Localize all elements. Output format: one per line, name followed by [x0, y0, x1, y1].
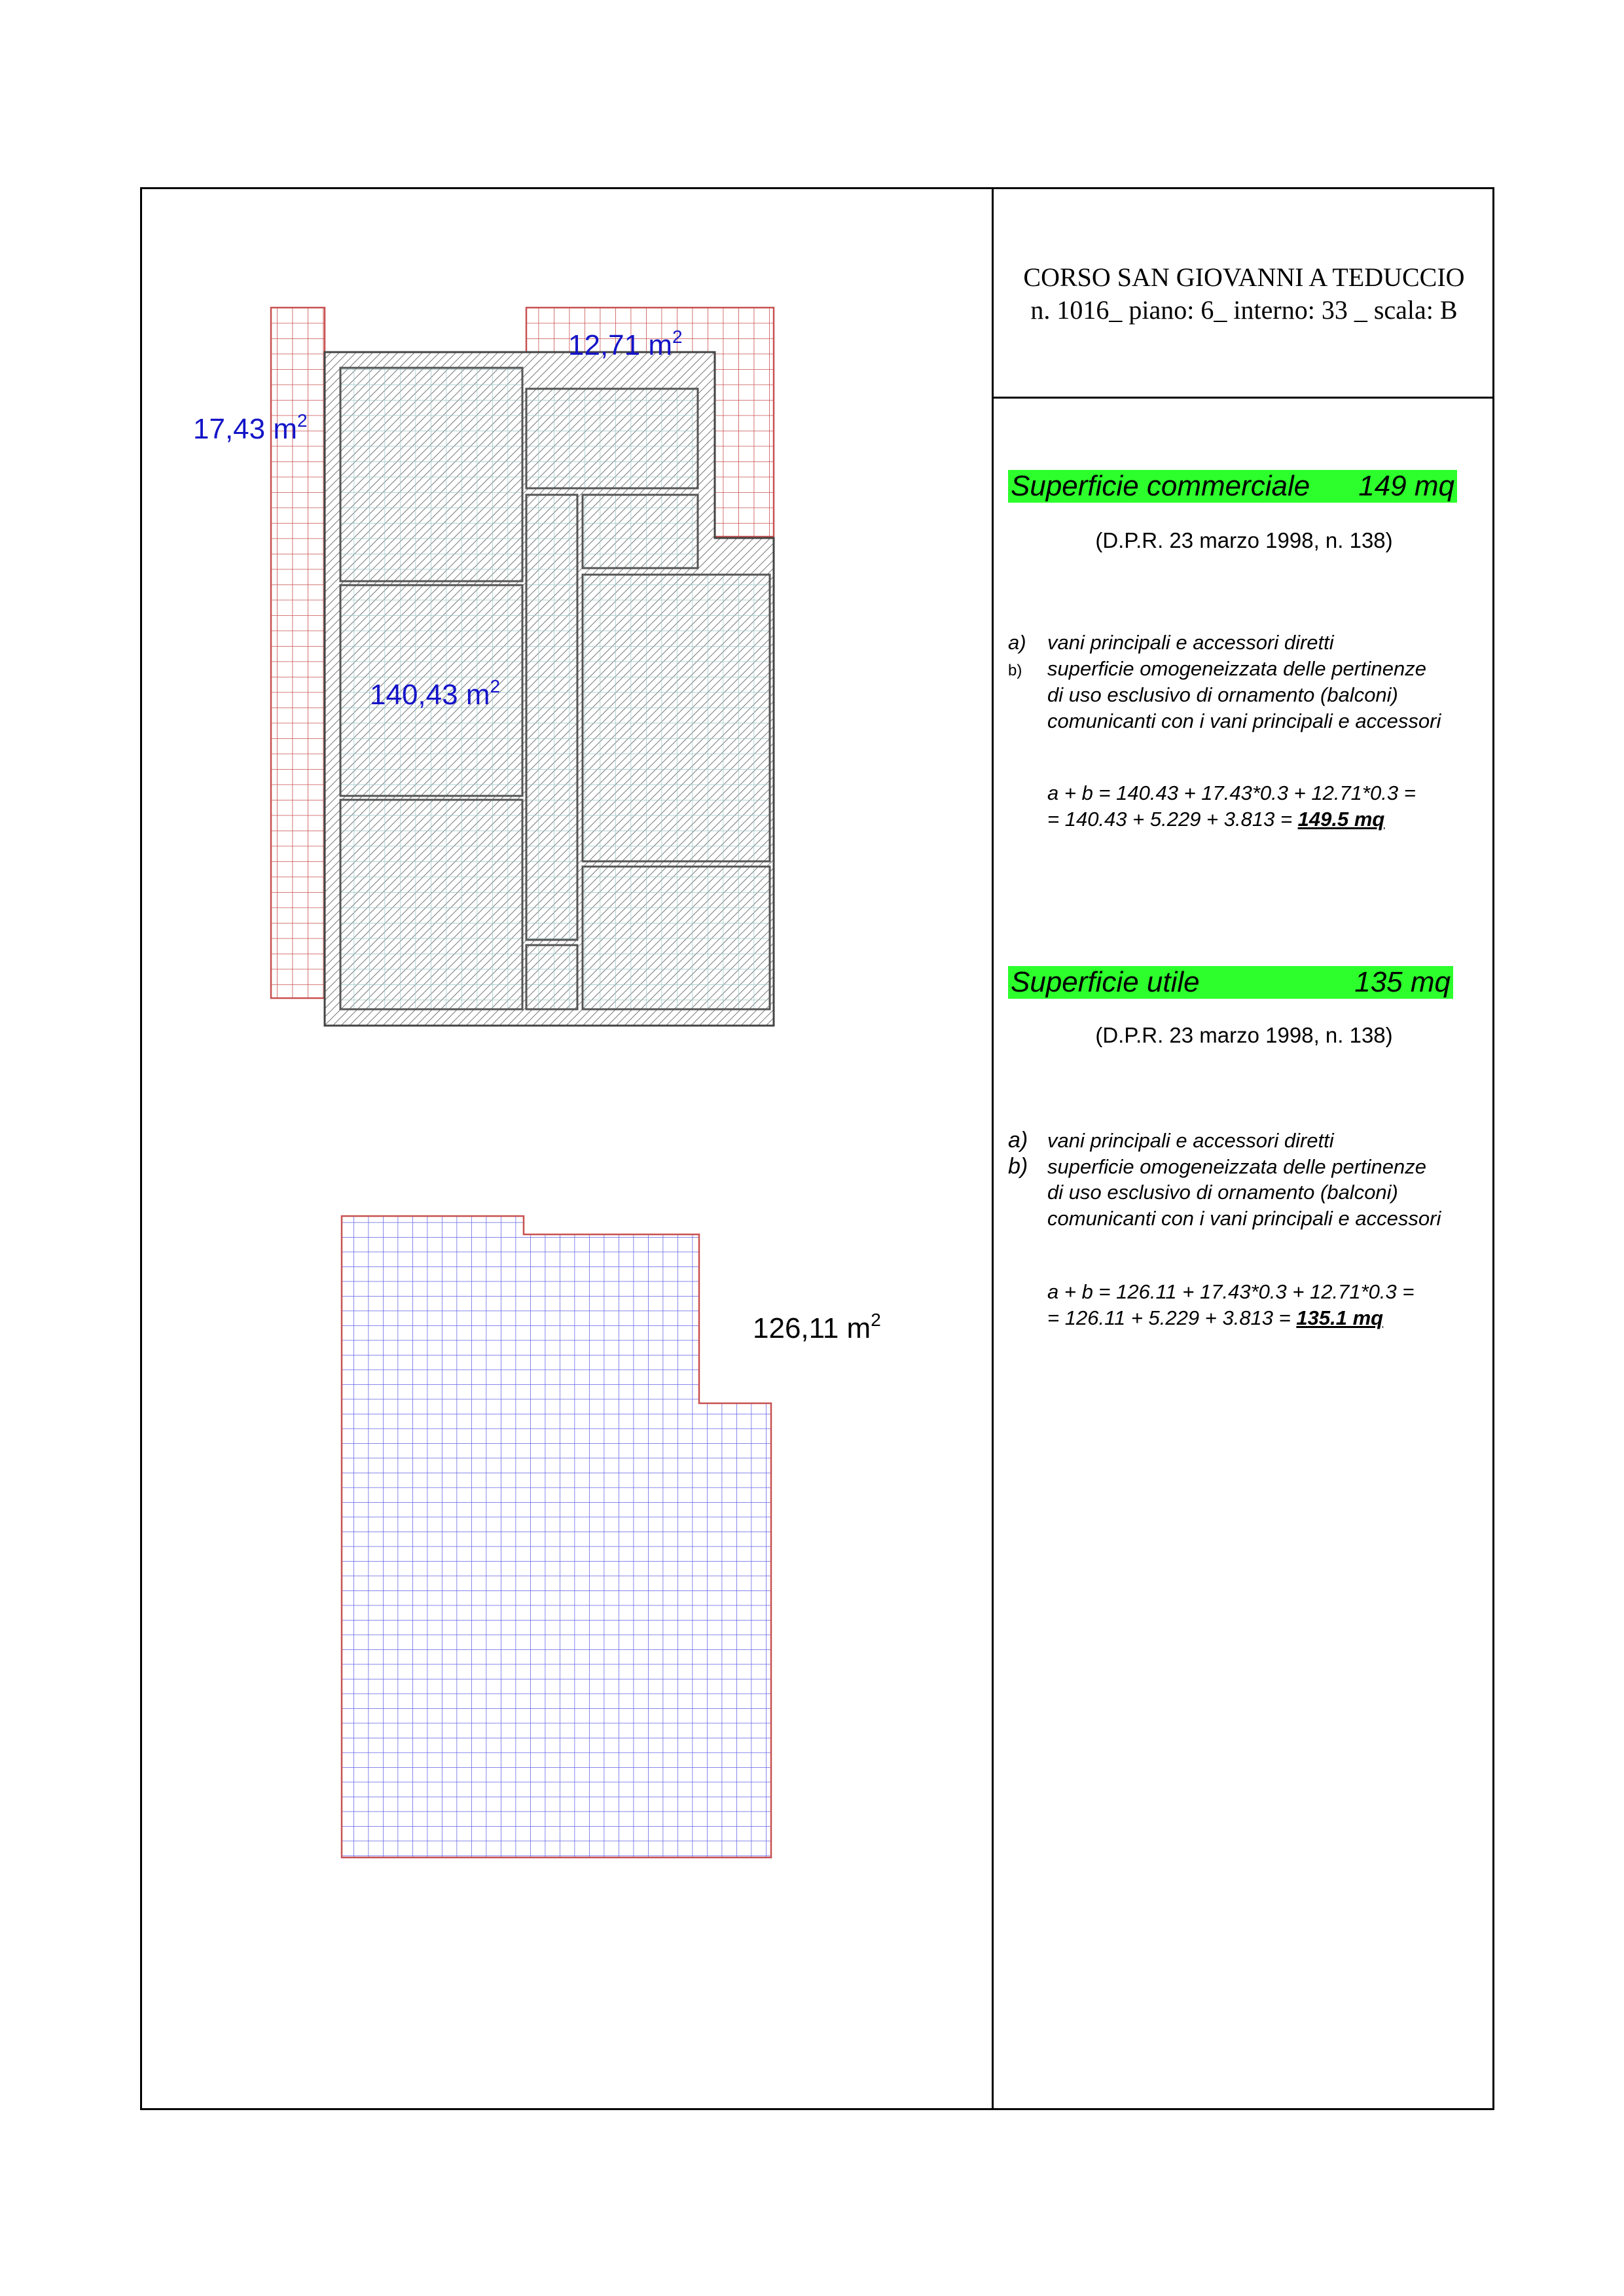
useful-item-a [1008, 1127, 1334, 1154]
balcony-left-label: 17,43 $m^2$ [193, 410, 308, 445]
balcony-top-label: 12,71 $m^2$ [568, 327, 683, 361]
useful-formula-2 [1047, 1305, 1383, 1331]
useful-area-label: 126,11 $m^2$ [753, 1310, 881, 1344]
main-area-label: 140,43 $m^2$ [370, 676, 501, 711]
useful-item-b-line2: di uso esclusivo di ornamento (balconi) [1047, 1181, 1398, 1204]
useful-reference: (D.P.R. 23 marzo 1998, n. 138) [1095, 1023, 1393, 1047]
commercial-formula-2-text: = 140.43 + 5.229 + 3.813 = [1047, 808, 1298, 831]
commercial-reference: (D.P.R. 23 marzo 1998, n. 138) [1095, 528, 1393, 552]
useful-surface-plan [342, 1216, 771, 1857]
commercial-title [1008, 470, 1457, 503]
item-b-marker: b) [1008, 662, 1022, 679]
item-b-line1: superficie omogeneizzata delle pertinenze [1047, 1155, 1427, 1178]
useful-title-text: Superficie utile [1011, 966, 1200, 998]
item-b-line1: superficie omogeneizzata delle pertinenze [1047, 657, 1427, 680]
column-divider [992, 187, 994, 2110]
useful-formula-2-text: = 126.11 + 5.229 + 3.813 = [1047, 1306, 1297, 1329]
item-b-marker: b) [1008, 1154, 1028, 1179]
item-a-marker: a) [1008, 631, 1026, 654]
commercial-formula-1: a + b = 140.43 + 17.43*0.3 + 12.71*0.3 = [1047, 781, 1416, 804]
commercial-title-text: Superficie commerciale [1011, 470, 1310, 502]
useful-title [1008, 966, 1453, 999]
useful-formula-1: a + b = 126.11 + 17.43*0.3 + 12.71*0.3 = [1047, 1280, 1415, 1303]
useful-result: 135.1 mq [1296, 1306, 1384, 1329]
address-line-1: CORSO SAN GIOVANNI A TEDUCCIO [1023, 262, 1465, 292]
item-a-text: vani principali e accessori diretti [1047, 1129, 1334, 1152]
item-a-text: vani principali e accessori diretti [1047, 631, 1334, 654]
useful-item-b-line3: comunicanti con i vani principali e accessori [1047, 1207, 1441, 1230]
commercial-item-b [1008, 656, 1426, 684]
useful-value: 135 mq [1354, 966, 1451, 998]
useful-item-b [1008, 1153, 1426, 1180]
commercial-formula-2 [1047, 806, 1384, 833]
commercial-result: 149.5 mq [1297, 808, 1385, 831]
item-a-marker: a) [1008, 1128, 1028, 1153]
address-line-2: n. 1016_ piano: 6_ interno: 33 _ scala: B [1030, 295, 1458, 325]
commercial-item-b-line2: di uso esclusivo di ornamento (balconi) [1047, 683, 1398, 706]
commercial-item-b-line3: comunicanti con i vani principali e accessori [1047, 709, 1441, 732]
commercial-value: 149 mq [1358, 470, 1454, 502]
commercial-item-a [1008, 630, 1334, 656]
header-separator [992, 397, 1494, 399]
